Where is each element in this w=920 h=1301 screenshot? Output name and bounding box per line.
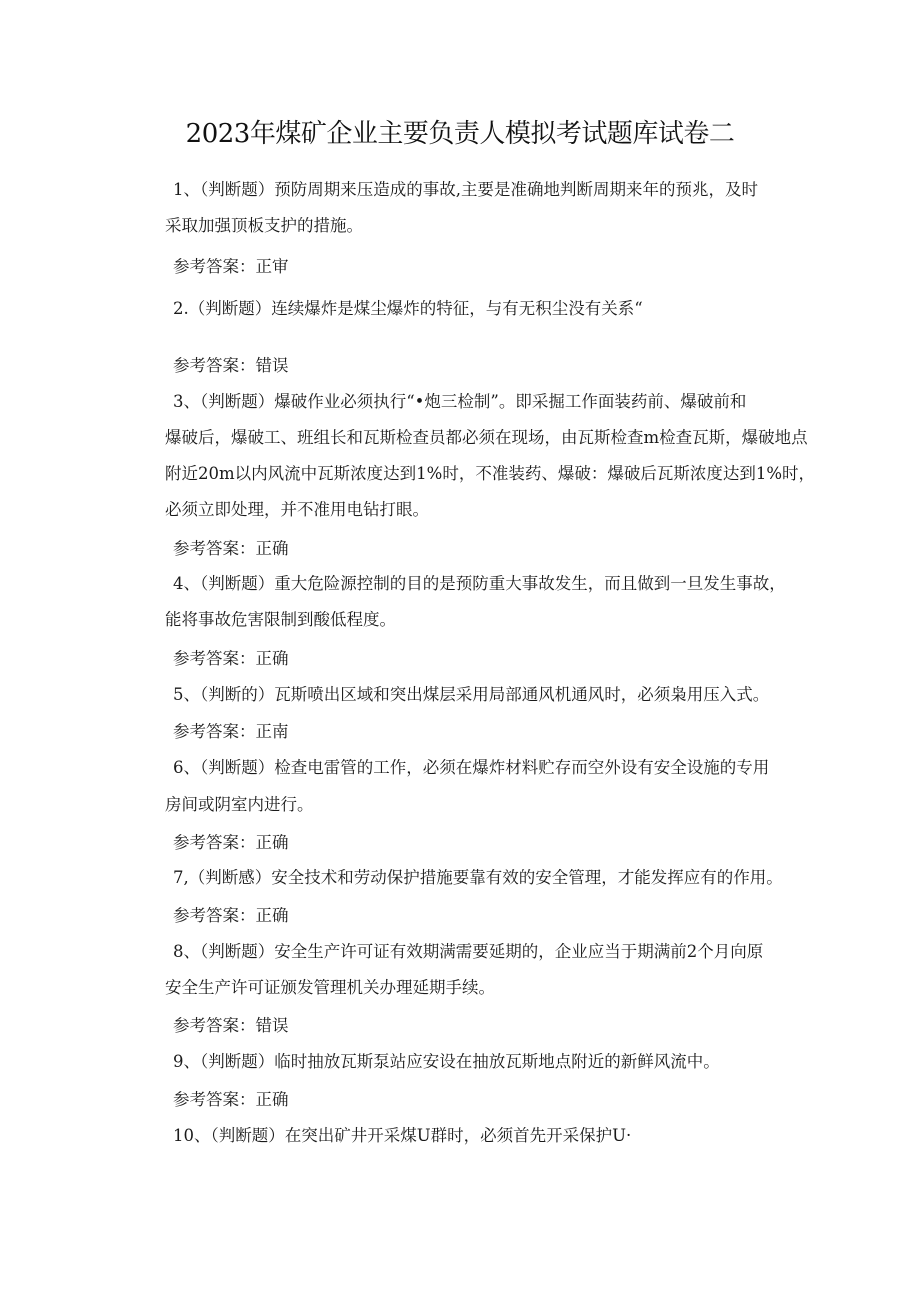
question-text: 6、（判断题）检查电雷管的工作，必须在爆炸材料贮存而空外设有安全设施的专用	[173, 758, 770, 777]
reference-answer: 参考答案：错误	[173, 1016, 289, 1035]
page-title: 2023年煤矿企业主要负责人模拟考试题库试卷二	[185, 119, 735, 149]
reference-answer: 参考答案：正确	[173, 906, 289, 925]
question-text-continued: 能将事故危害限制到酸低程度。	[165, 610, 396, 629]
question-text-continued: 房间或阴室内进行。	[165, 795, 314, 814]
reference-answer: 参考答案：正审	[173, 257, 289, 276]
question-text: 1、（判断题）预防周期来压造成的事故,主要是准确地判断周期来年的预兆，及时	[173, 180, 758, 199]
reference-answer: 参考答案：错误	[173, 356, 289, 375]
question-text-continued: 必须立即处理，并不准用电钻打眼。	[165, 500, 429, 519]
question-text: 7,（判断感）安全技术和劳动保护措施要靠有效的安全管理，才能发挥应有的作用。	[173, 868, 783, 887]
question-text-continued: 附近20m以内风流中瓦斯浓度达到1%时，不准装药、爆破：爆破后瓦斯浓度达到1%时，	[165, 464, 815, 483]
reference-answer: 参考答案：正确	[173, 833, 289, 852]
question-text: 3、（判断题）爆破作业必须执行“•炮三检制”。即采掘工作面装药前、爆破前和	[173, 392, 747, 411]
question-text-continued: 安全生产许可证颁发管理机关办理延期手续。	[165, 978, 495, 997]
question-text: 4、（判断题）重大危险源控制的目的是预防重大事故发生，而且做到一旦发生事故，	[173, 574, 786, 593]
question-text: 5、（判断的）瓦斯喷出区域和突出煤层采用局部通风机通风时，必须枭用压入式。	[173, 685, 770, 704]
question-text-continued: 爆破后，爆破工、班组长和瓦斯检查员都必须在现场，由瓦斯检查m检查瓦斯，爆破地点	[165, 428, 808, 447]
question-text-continued: 采取加强顶板支护的措施。	[165, 216, 363, 235]
question-text: 2.（判断题）连续爆炸是煤尘爆炸的特征，与有无积尘没有关系“	[173, 299, 643, 318]
question-text: 8、（判断题）安全生产许可证有效期满需要延期的，企业应当于期满前2个月向原	[173, 942, 764, 961]
reference-answer: 参考答案：正确	[173, 649, 289, 668]
reference-answer: 参考答案：正南	[173, 722, 289, 741]
reference-answer: 参考答案：正确	[173, 539, 289, 558]
question-text: 10、（判断题）在突出矿井开采煤U群时，必须首先开采保护U·	[173, 1126, 632, 1145]
question-text: 9、（判断题）临时抽放瓦斯泵站应安设在抽放瓦斯地点附近的新鲜风流中。	[173, 1052, 720, 1071]
reference-answer: 参考答案：正确	[173, 1090, 289, 1109]
